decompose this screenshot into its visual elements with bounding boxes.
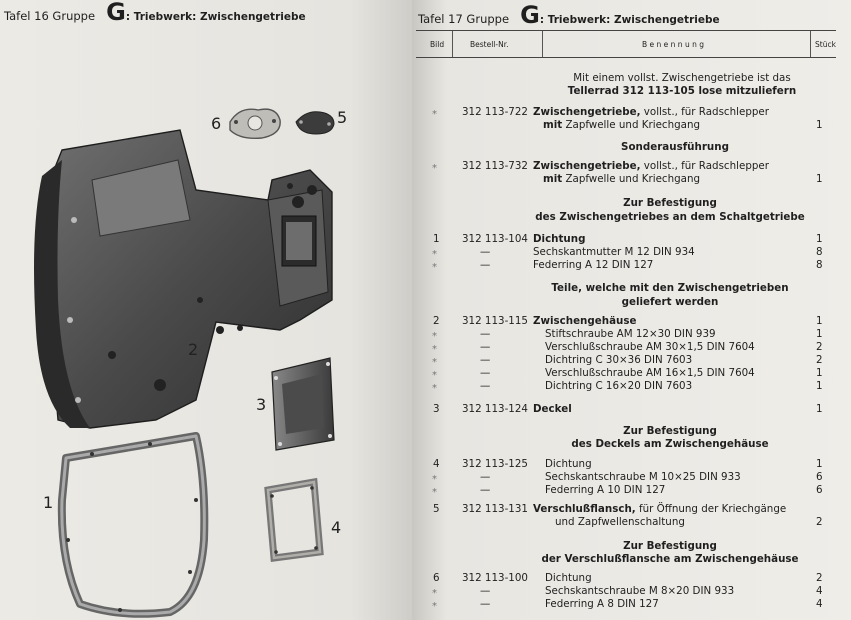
row-2-nr: 312 113-732: [462, 160, 528, 172]
g4-0-bild: 6: [433, 572, 440, 584]
g2-5-text: Dichtring C 16×20 DIN 7603: [545, 380, 693, 392]
g4-0-text: Dichtung: [545, 572, 592, 584]
g2-1-text: Stiftschraube AM 12×30 DIN 939: [545, 328, 716, 340]
column-benennung: B e n e n n u n g: [642, 40, 704, 49]
row-5-line2: und Zapfwellenschaltung: [555, 516, 685, 528]
g1-2-nr: —: [480, 259, 491, 271]
column-bild: Bild: [430, 40, 445, 49]
row-1-line2-text: Zapfwelle und Kriechgang: [562, 119, 701, 131]
g2-2-nr: —: [480, 341, 491, 353]
g1-2-qty: 8: [816, 259, 823, 271]
row-5-nr: 312 113-131: [462, 503, 528, 515]
g3-2-text: Federring A 10 DIN 127: [545, 484, 666, 496]
row-1-qty: 1: [816, 119, 823, 131]
part-5-flange: [296, 112, 334, 134]
g2-0-bild: 2: [433, 315, 440, 327]
part-1-gasket: [62, 436, 205, 614]
row-2-name: Zwischengetriebe,: [533, 160, 641, 172]
intro-line-1: Mit einem vollst. Zwischengetriebe ist das: [573, 72, 791, 84]
part-4-gasket: [268, 482, 320, 558]
g1-1-nr: —: [480, 246, 491, 258]
g2-5-nr: —: [480, 380, 491, 392]
row-2-line2-bold: mit: [543, 173, 563, 185]
row-1-nr: 312 113-722: [462, 106, 528, 118]
g3-2-bild: *: [432, 487, 437, 498]
row-1-star: *: [432, 109, 437, 120]
section-1-heading-2: des Zwischengetriebes an dem Schaltgetriebe: [535, 211, 805, 223]
g2-5-qty: 1: [816, 380, 823, 392]
left-group-letter: G: [106, 0, 126, 26]
row-2-description-line2: [543, 173, 700, 185]
section-2-heading-1: Teile, welche mit den Zwischengetrieben: [551, 282, 789, 294]
callout-1: 1: [43, 493, 54, 512]
g2-1-nr: —: [480, 328, 491, 340]
gearbox-exploded-figure: [0, 30, 412, 620]
row-5-name: Verschlußflansch,: [533, 503, 636, 515]
part-6-gasket: [230, 109, 280, 138]
callout-5: 5: [337, 108, 348, 127]
g2-3-text: Dichtring C 30×36 DIN 7603: [545, 354, 693, 366]
g2-2-qty: 2: [816, 341, 823, 353]
row-5-description: [533, 503, 786, 515]
g3-2-nr: —: [480, 484, 491, 496]
right-group-letter: G: [520, 1, 540, 29]
g1-1-text: Sechskantmutter M 12 DIN 934: [533, 246, 695, 258]
g2-4-bild: *: [432, 370, 437, 381]
column-bestell-nr: Bestell-Nr.: [470, 40, 509, 49]
row-5-bild: 5: [433, 503, 440, 515]
section-1-heading-1: Zur Befestigung: [623, 197, 717, 209]
g4-2-qty: 4: [816, 598, 823, 610]
intro-line-2: [542, 85, 822, 97]
part-3-cover: [272, 358, 334, 450]
right-tafel-label: Tafel 17 Gruppe: [418, 12, 510, 26]
g2-5-bild: *: [432, 383, 437, 394]
section-4-heading-1: Zur Befestigung: [623, 540, 717, 552]
section-3-heading-2: des Deckels am Zwischengehäuse: [571, 438, 769, 450]
row-3-text: Deckel: [533, 403, 572, 415]
g3-1-bild: *: [432, 474, 437, 485]
g2-0-qty: 1: [816, 315, 823, 327]
g4-0-nr: 312 113-100: [462, 572, 528, 584]
g1-1-qty: 8: [816, 246, 823, 258]
row-1-description-line2: [543, 119, 700, 131]
g3-1-nr: —: [480, 471, 491, 483]
g2-3-bild: *: [432, 357, 437, 368]
callout-6: 6: [211, 114, 222, 133]
column-stueck: Stück: [815, 40, 836, 49]
row-2-line2-text: Zapfwelle und Kriechgang: [562, 173, 701, 185]
g4-2-text: Federring A 8 DIN 127: [545, 598, 659, 610]
row-1-name: Zwischengetriebe,: [533, 106, 641, 118]
g1-0-nr: 312 113-104: [462, 233, 528, 245]
g1-0-qty: 1: [816, 233, 823, 245]
g2-4-qty: 1: [816, 367, 823, 379]
callout-4: 4: [331, 518, 342, 537]
g2-1-bild: *: [432, 331, 437, 342]
row-2-rest: vollst., für Radschlepper: [640, 160, 769, 172]
g1-2-text: Federring A 12 DIN 127: [533, 259, 654, 271]
left-page-header: [4, 0, 306, 24]
row-5-rest: für Öffnung der Kriechgänge: [635, 503, 787, 515]
right-page-header: [418, 3, 720, 27]
section-3-heading-1: Zur Befestigung: [623, 425, 717, 437]
row-3-bild: 3: [433, 403, 440, 415]
row-1-description: [533, 106, 769, 118]
g1-1-bild: *: [432, 249, 437, 260]
g3-0-nr: 312 113-125: [462, 458, 528, 470]
callout-3: 3: [256, 395, 267, 414]
section-4-heading-2: der Verschlußflansche am Zwischengehäuse: [541, 553, 799, 565]
g3-1-text: Sechskantschraube M 10×25 DIN 933: [545, 471, 741, 483]
g3-1-qty: 6: [816, 471, 823, 483]
row-2-qty: 1: [816, 173, 823, 185]
g4-1-qty: 4: [816, 585, 823, 597]
g2-2-text: Verschlußschraube AM 30×1,5 DIN 7604: [545, 341, 755, 353]
g1-0-bild: 1: [433, 233, 440, 245]
right-group-title: : Triebwerk: Zwischengetriebe: [539, 14, 720, 26]
left-tafel-label: Tafel 16 Gruppe: [4, 9, 96, 23]
g4-1-text: Sechskantschraube M 8×20 DIN 933: [545, 585, 735, 597]
g4-2-nr: —: [480, 598, 491, 610]
row-3-nr: 312 113-124: [462, 403, 528, 415]
row-1-rest: vollst., für Radschlepper: [640, 106, 769, 118]
g3-2-qty: 6: [816, 484, 823, 496]
g4-1-nr: —: [480, 585, 491, 597]
g2-4-nr: —: [480, 367, 491, 379]
callout-2: 2: [188, 340, 199, 359]
left-group-title: : Triebwerk: Zwischengetriebe: [125, 11, 306, 23]
g2-3-qty: 2: [816, 354, 823, 366]
intro-line-2-text: Tellerrad 312 113-105 lose mitzuliefern: [567, 85, 797, 97]
g1-2-bild: *: [432, 262, 437, 273]
g2-2-bild: *: [432, 344, 437, 355]
g2-1-qty: 1: [816, 328, 823, 340]
row-5-qty: 2: [816, 516, 823, 528]
g2-4-text: Verschlußschraube AM 16×1,5 DIN 7604: [545, 367, 755, 379]
g2-0-text: Zwischengehäuse: [533, 315, 637, 327]
g1-0-text: Dichtung: [533, 233, 586, 245]
g3-0-bild: 4: [433, 458, 440, 470]
row-2-description: [533, 160, 769, 172]
row-3-qty: 1: [816, 403, 823, 415]
g4-1-bild: *: [432, 588, 437, 599]
parts-table-header: [416, 30, 836, 58]
g3-0-qty: 1: [816, 458, 823, 470]
section-2-heading-2: geliefert werden: [621, 296, 719, 308]
row-1-line2-bold: mit: [543, 119, 563, 131]
g3-0-text: Dichtung: [545, 458, 592, 470]
sonder-heading: Sonderausführung: [621, 141, 729, 153]
g4-0-qty: 2: [816, 572, 823, 584]
g2-0-nr: 312 113-115: [462, 315, 528, 327]
g4-2-bild: *: [432, 601, 437, 612]
g2-3-nr: —: [480, 354, 491, 366]
row-2-star: *: [432, 163, 437, 174]
